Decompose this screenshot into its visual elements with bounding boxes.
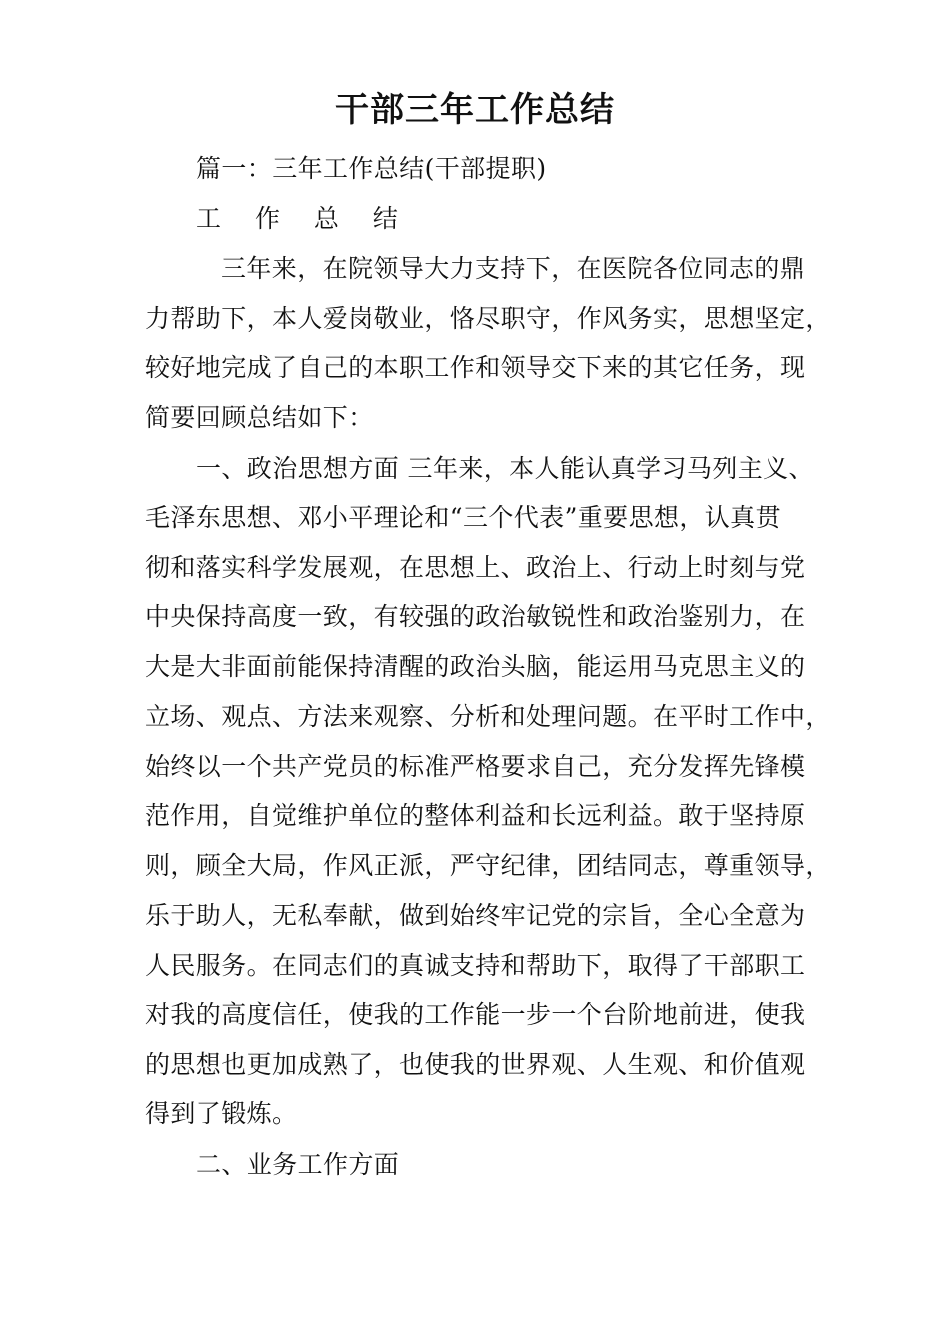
paragraph-line: 一、政治思想方面 三年来，本人能认真学习马列主义、 [196, 454, 814, 483]
paragraph-line: 范作用，自觉维护单位的整体利益和长远利益。敢于坚持原 [145, 801, 806, 830]
paragraph-line: 则，顾全大局，作风正派，严守纪律，团结同志，尊重领导， [145, 851, 831, 880]
paragraph-line: 对我的高度信任，使我的工作能一步一个台阶地前进，使我 [145, 1000, 806, 1029]
paragraph-line: 毛泽东思想、邓小平理论和“三个代表”重要思想，认真贯 [145, 503, 781, 532]
paragraph-line: 的思想也更加成熟了，也使我的世界观、人生观、和价值观 [145, 1050, 806, 1079]
paragraph-line: 彻和落实科学发展观，在思想上、政治上、行动上时刻与党 [145, 553, 806, 582]
paragraph-line: 大是大非面前能保持清醒的政治头脑，能运用马克思主义的 [145, 652, 806, 681]
paragraph-line: 简要回顾总结如下： [145, 403, 374, 432]
section-heading: 工 作 总 结 [196, 204, 411, 233]
document-subtitle: 篇一：三年工作总结(干部提职) [196, 154, 547, 183]
paragraph-line: 得到了锻炼。 [145, 1099, 298, 1128]
paragraph-line: 立场、观点、方法来观察、分析和处理问题。在平时工作中， [145, 702, 831, 731]
paragraph-line: 三年来，在院领导大力支持下，在医院各位同志的鼎 [221, 254, 806, 283]
paragraph-line: 人民服务。在同志们的真诚支持和帮助下，取得了干部职工 [145, 951, 806, 980]
section-heading-business: 二、业务工作方面 [196, 1150, 400, 1179]
paragraph-line: 始终以一个共产党员的标准严格要求自己，充分发挥先锋模 [145, 752, 806, 781]
paragraph-line: 较好地完成了自己的本职工作和领导交下来的其它任务，现 [145, 353, 806, 382]
page-title: 干部三年工作总结 [335, 90, 615, 130]
paragraph-line: 中央保持高度一致，有较强的政治敏锐性和政治鉴别力，在 [145, 602, 806, 631]
paragraph-line: 力帮助下，本人爱岗敬业，恪尽职守，作风务实，思想坚定， [145, 304, 831, 333]
paragraph-line: 乐于助人，无私奉献，做到始终牢记党的宗旨，全心全意为 [145, 901, 806, 930]
